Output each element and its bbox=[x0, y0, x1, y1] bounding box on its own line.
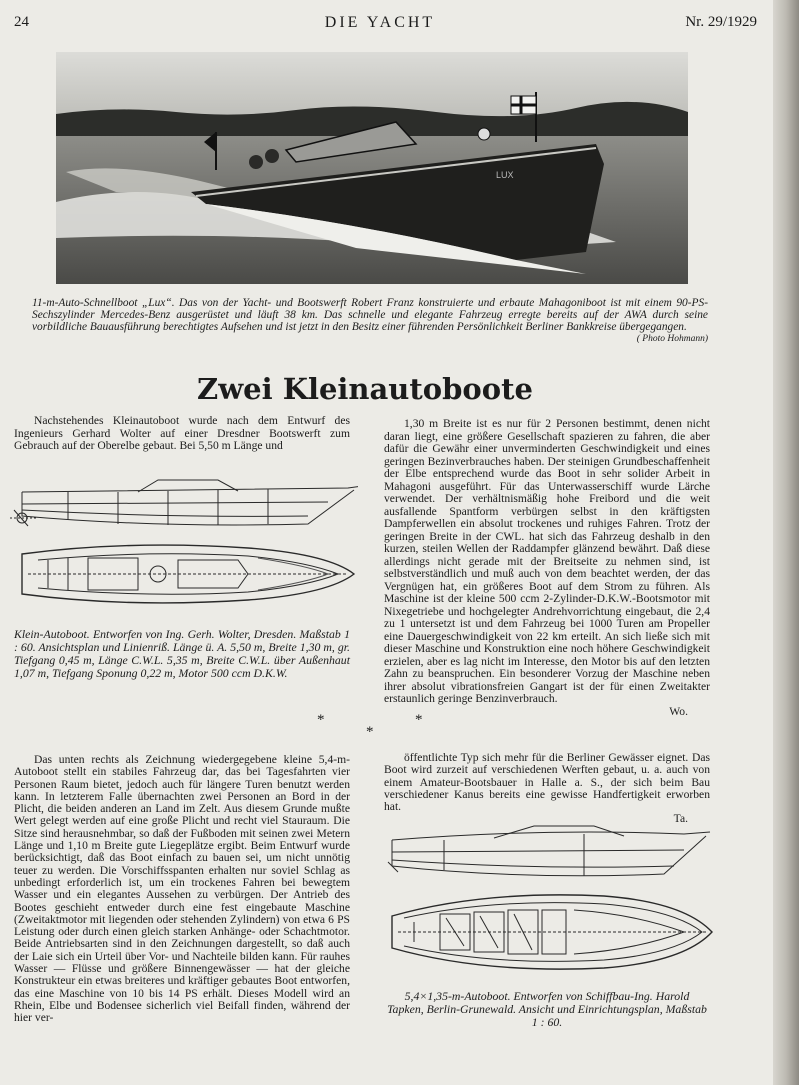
author-initials: Wo. bbox=[669, 704, 688, 718]
left-column-1 bbox=[14, 415, 350, 453]
right-column-1 bbox=[384, 418, 710, 718]
hull-lettering: LUX bbox=[496, 170, 514, 180]
paragraph: 1,30 m Breite ist es nur für 2 Personen bestimmt, denen nicht daran liegt, eine größere Gesellschaft spazieren zu fahren, die aber dafür die Gewähr einer unverminderten Geschwindigkeit und eines geringen Bezinverbrauches haben. Der steinigen Grundbeschaffenheit der Elbe entsprechend wurde das Boot in sehr solider Arbeit in Mahagoni ausgeführt. Für das Unterwasserschiff wurde Lärche verwendet. Der verhältnismäßig hohe Freibord und die weit ausfallende Spantform verbürgen selbst in den kräftigsten Dampferwellen ein absolut trockenes und ruhiges Fahren. Trotz der geringen Breite in der CWL. hat sich das Fahrzeug deshalb in den kurzen, steilen Wellen der Raddampfer glänzend bewährt. Daß diese allerdings nicht gerade mit der Breitseite zu nehmen sind, ist selbstverständlich und muß auch von dem beachtet werden, der das Vergnügen hat, ein größeres Boot auf dem Strom zu führen. Als Maschine ist der kleine 500 ccm 2-Zylinder-D.K.W.-Bootsmotor mit Nixegetriebe und hochgelegter Andrehvorrichtung eingebaut, die 2,4 zu 1 untersetzt ist und dem Fahrzeug bei 1000 Turen am Propeller eine Dauergeschwindigkeit von 22 km erteilt. An sich ließe sich mit dieser Maschine und Konstruktion eine noch höhere Geschwindigkeit erzielen, aber es lag nicht im Interesse, den Motor bis auf den letzten Zahn zu beanspruchen. Ein besonderer Vorzug der Maschine neben ihrer absolut vibrationsfreien Gangart ist der für einen Zweitakter erstaunlich geringe Benzinverbrauch. bbox=[384, 417, 710, 705]
photo-caption-text: 11-m-Auto-Schnellboot „Lux“. Das von der Yacht- und Bootswerft Robert Franz konstruierte und erbaute Mahagoniboot ist mit einem 90-PS-Sechszylinder Mercedes-Benz ausgerüstet und läuft 38 km. Das schnelle und elegante Fahrzeug erregte bereits auf der AWA durch seine vorbildliche Bauausführung berechtigtes Aufsehen und ist jetzt in den Besitz einer führenden Persönlichkeit Berliner Bankkreise übergegangen. bbox=[32, 297, 708, 333]
wolter-drawing-caption: Klein-Autoboot. Entworfen von Ing. Gerh. Wolter, Dresden. Maßstab 1 : 60. Ansichtsplan und Linienriß. Länge ü. A. 5,50 m, Breite 1,30 m, gr. Tiefgang 0,45 m, Länge C.W.L. 5,35 m, Breite C.W.L. über Außenhaut 1,07 m, Tiefgang Sponung 0,22 m, Motor 500 ccm D.K.W. bbox=[14, 627, 350, 680]
paragraph: Nachstehendes Kleinautoboot wurde nach dem Entwurf des Ingenieurs Gerhard Wolter auf einer Dresdner Bootswerft zum Gebrauch auf der Oberelbe gebaut. Bei 5,50 m Länge und bbox=[14, 414, 350, 452]
page-edge-shadow bbox=[773, 0, 799, 1085]
separator-star: * bbox=[317, 712, 325, 728]
speedboat-photo bbox=[56, 52, 688, 284]
left-column-2 bbox=[14, 754, 350, 1025]
right-column-2 bbox=[384, 752, 710, 826]
wolter-boat-drawing bbox=[8, 470, 358, 625]
photo-caption bbox=[32, 297, 708, 345]
tapken-drawing-caption: 5,4×1,35-m-Autoboot. Entworfen von Schiffbau-Ing. Harold Tapken, Berlin-Grunewald. Ansicht und Einrichtungsplan, Maßstab 1 : 60. bbox=[387, 989, 707, 1029]
magazine-title: DIE YACHT bbox=[324, 14, 436, 31]
separator-star: * bbox=[415, 712, 423, 728]
article-headline: Zwei Kleinautoboote bbox=[197, 372, 533, 406]
page-number: 24 bbox=[14, 14, 29, 30]
separator-star: * bbox=[366, 724, 374, 740]
issue-number: Nr. 29/1929 bbox=[685, 14, 757, 30]
tapken-boat-drawing bbox=[384, 822, 714, 992]
author-initials: Ta. bbox=[673, 812, 688, 826]
paragraph: öffentlichte Typ sich mehr für die Berliner Gewässer eignet. Das Boot wird zurzeit auf verschiedenen Werften gebaut, u. a. auch von einem Amateur-Bootsbauer in Halle a. S., der sich beim Bau verschiedener Kanus bereits eine gewisse Handfertigkeit erworben hat. bbox=[384, 751, 710, 814]
photo-credit: ( Photo Hohmann) bbox=[636, 334, 708, 344]
paragraph: Das unten rechts als Zeichnung wiedergegebene kleine 5,4-m-Autoboot stellt ein stabiles Fahrzeug dar, das bei Tagesfahrten vier Personen Raum bietet, jedoch auch für längere Turen benutzt werden kann. In letzterem Falle übernachten zwei Personen an Bord in der Plicht, die beiden anderen an Land im Zelt. Aus diesem Grunde mußte Wert gelegt werden auf eine große Plicht und recht viel Stauraum. Die Sitze sind herausnehmbar, so daß der Fußboden mit seinen zwei Metern Länge und 1,10 m Breite gute Liegeplätze ergibt. Beim Entwurf wurde berücksichtigt, daß das Boot einfach zu bauen sei, um nicht unnötig teuer zu werden. Die Vorschiffsspanten erhalten nur soviel Schlag as unbedingt erforderlich ist, um ein trockenes Fahren bei bewegtem Wasser und ein elegantes Aussehen zu verbürgen. Der Antrieb des Bootes geschieht entweder durch eine fest eingebaute Maschine (Zweitaktmotor mit liegenden oder stehenden Zylindern) von etwa 6 PS Leistung oder durch einen gleich starken Anhänge- oder Schachtmotor. Beide Antriebsarten sind in den Zeichnungen dargestellt, so daß auch der Laie sich ein Urteil über Vor- und Nachteile bilden kann. Für rauhes Wasser — Flüsse und größere Binnengewässer — hat der gleiche Konstrukteur ein etwas breiteres und kräftiger gebautes Boot entworfen, das eine Maschine von 10 bis 14 PS erhält. Dieses Modell wird an Rhein, Elbe und Bodensee sicherlich viel Beifall finden, während der hier ver- bbox=[14, 753, 350, 1025]
